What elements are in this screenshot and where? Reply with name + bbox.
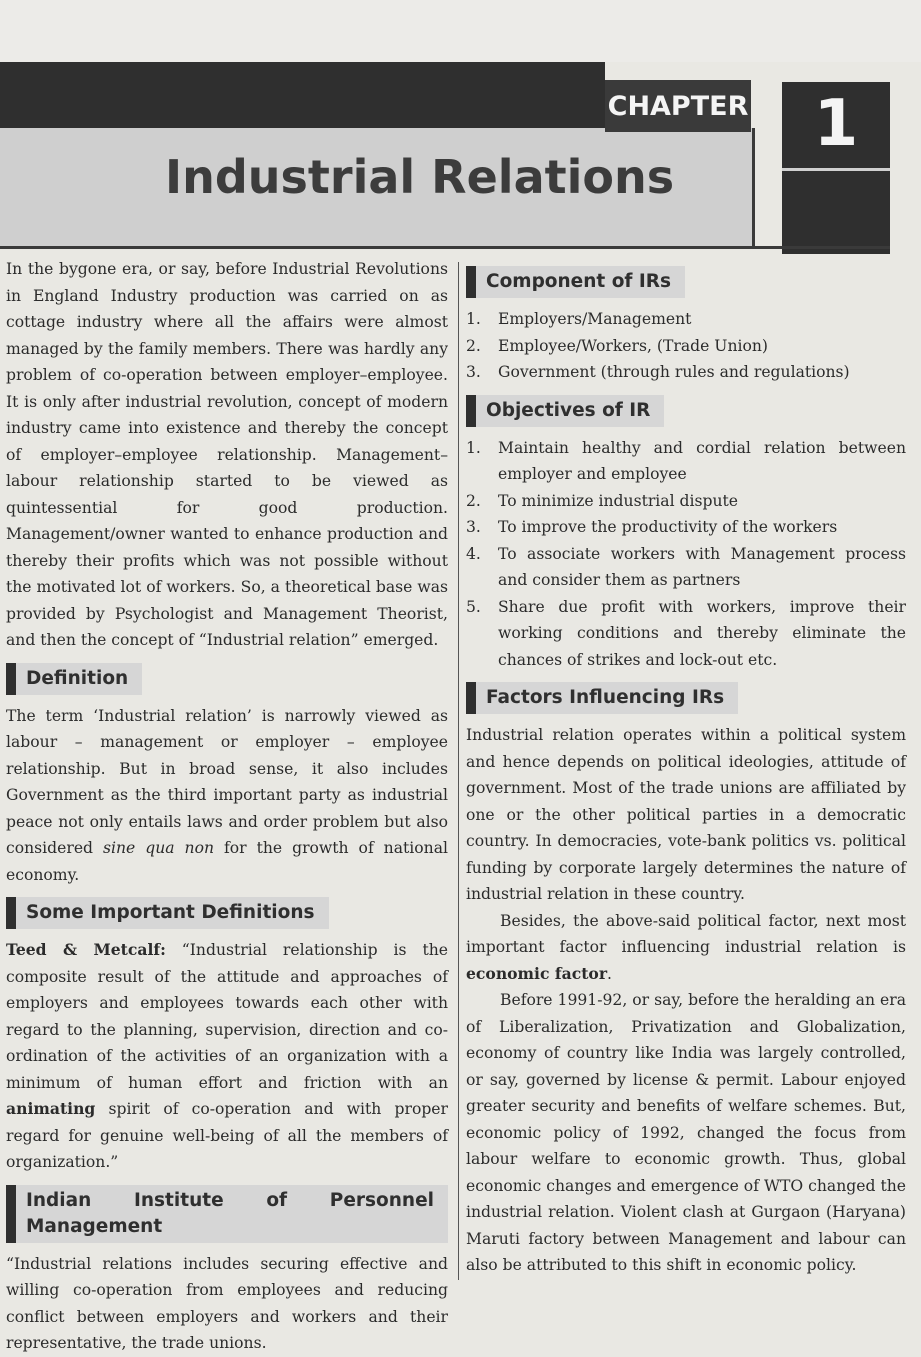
definition-heading: Definition bbox=[6, 663, 142, 695]
factors-paragraph-3: Before 1991-92, or say, before the heralding an era of Liberalization, Privatization and Globalization, economy of country like India was largely controlled, or say, governed by license & permit. Labour enjoyed greater security and benefits of welfare schemes. But, economic policy of 1992, changed the focus from labour welfare to economic growth. Thus, global economic changes and emergence of WTO changed the industrial relation. Violent clash at Gurgaon (Haryana) Maruti factory between Management and labour can also be attributed to this shift in economic policy. bbox=[466, 991, 906, 1274]
list-item: 3. To improve the productivity of the workers bbox=[466, 518, 838, 536]
header-bar bbox=[0, 62, 605, 128]
list-item: 3. Government (through rules and regulations) bbox=[466, 363, 850, 381]
column-divider bbox=[458, 262, 459, 1280]
teed-metcalf-definition: Teed & Metcalf: “Industrial relationship is the composite result of the attitude and approaches of employers and employees towards each other with regard to the planning, supervision, direction and co-ordination of the activities of an organization with a minimum of human effort and friction with an animating spirit of co-operation and with proper regard for genuine well-being of all the members of organization.” bbox=[6, 940, 448, 1171]
emphasis-word: animating bbox=[6, 1099, 96, 1118]
top-margin bbox=[0, 0, 921, 62]
left-column bbox=[6, 256, 448, 1357]
objectives-list bbox=[466, 435, 906, 674]
list-item: 1. Employers/Management bbox=[466, 310, 692, 328]
economic-factor-term: economic factor bbox=[466, 963, 608, 983]
chapter-number-divider bbox=[782, 168, 890, 171]
list-item: 4. To associate workers with Management process and consider them as partners bbox=[466, 544, 906, 589]
iipm-heading: Indian Institute of Personnel Management bbox=[6, 1185, 448, 1243]
component-heading: Component of IRs bbox=[466, 266, 685, 298]
header-rule bbox=[0, 246, 890, 249]
factors-paragraph-2: Besides, the above-said political factor, next most important factor influencing industrial relation is economic factor. bbox=[466, 911, 906, 983]
chapter-title: Industrial Relations bbox=[165, 150, 675, 204]
objectives-heading: Objectives of IR bbox=[466, 395, 664, 427]
chapter-label: CHAPTER bbox=[605, 80, 751, 132]
chapter-number: 1 bbox=[813, 87, 859, 161]
list-item: 1. Maintain healthy and cordial relation between employer and employee bbox=[466, 438, 906, 483]
some-definitions-heading: Some Important Definitions bbox=[6, 897, 329, 929]
intro-paragraph: In the bygone era, or say, before Industrial Revolutions in England Industry production was carried on as cottage industry where all the affairs were almost managed by the family members. There was hardly any problem of co-operation between employer–employee. It is only after industrial revolution, concept of modern industry came into existence and thereby the concept of employer–employee relationship. Management–labour relationship started to be viewed as quintessential for good production. Management/owner wanted to enhance production and thereby their profits which was not possible without the motivated lot of workers. So, a theoretical base was provided by Psychologist and Management Theorist, and then the concept of “Industrial relation” emerged. bbox=[6, 260, 448, 649]
list-item: 5. Share due profit with workers, improve their working conditions and thereby eliminate the chances of strikes and lock-out etc. bbox=[466, 597, 906, 669]
list-item: 2. Employee/Workers, (Trade Union) bbox=[466, 336, 768, 355]
factors-heading: Factors Influencing IRs bbox=[466, 682, 738, 714]
component-list bbox=[466, 306, 906, 386]
list-item: 2. To minimize industrial dispute bbox=[466, 491, 739, 510]
factors-paragraph-1: Industrial relation operates within a political system and hence depends on political ideologies, attitude of government. Most of the trade unions are affiliated by one or the other political parties in a democratic country. In democracies, vote-bank politics vs. political funding by corporate largely determines the nature of industrial relation in these country. bbox=[466, 726, 906, 903]
latin-phrase: sine qua non bbox=[103, 839, 215, 857]
author-name: Teed & Metcalf: bbox=[6, 940, 166, 959]
right-column bbox=[466, 262, 906, 1279]
iipm-definition: “Industrial relations includes securing effective and willing co-operation from employees and reducing conflict between employers and workers and their representative, the trade unions. bbox=[6, 1254, 448, 1352]
definition-paragraph: The term ‘Industrial relation’ is narrowly viewed as labour – management or employer – employee relationship. But in broad sense, it also includes Government as the third important party as industrial peace not only entails laws and order problem but also considered sine qua non for the growth of national economy. bbox=[6, 706, 448, 884]
